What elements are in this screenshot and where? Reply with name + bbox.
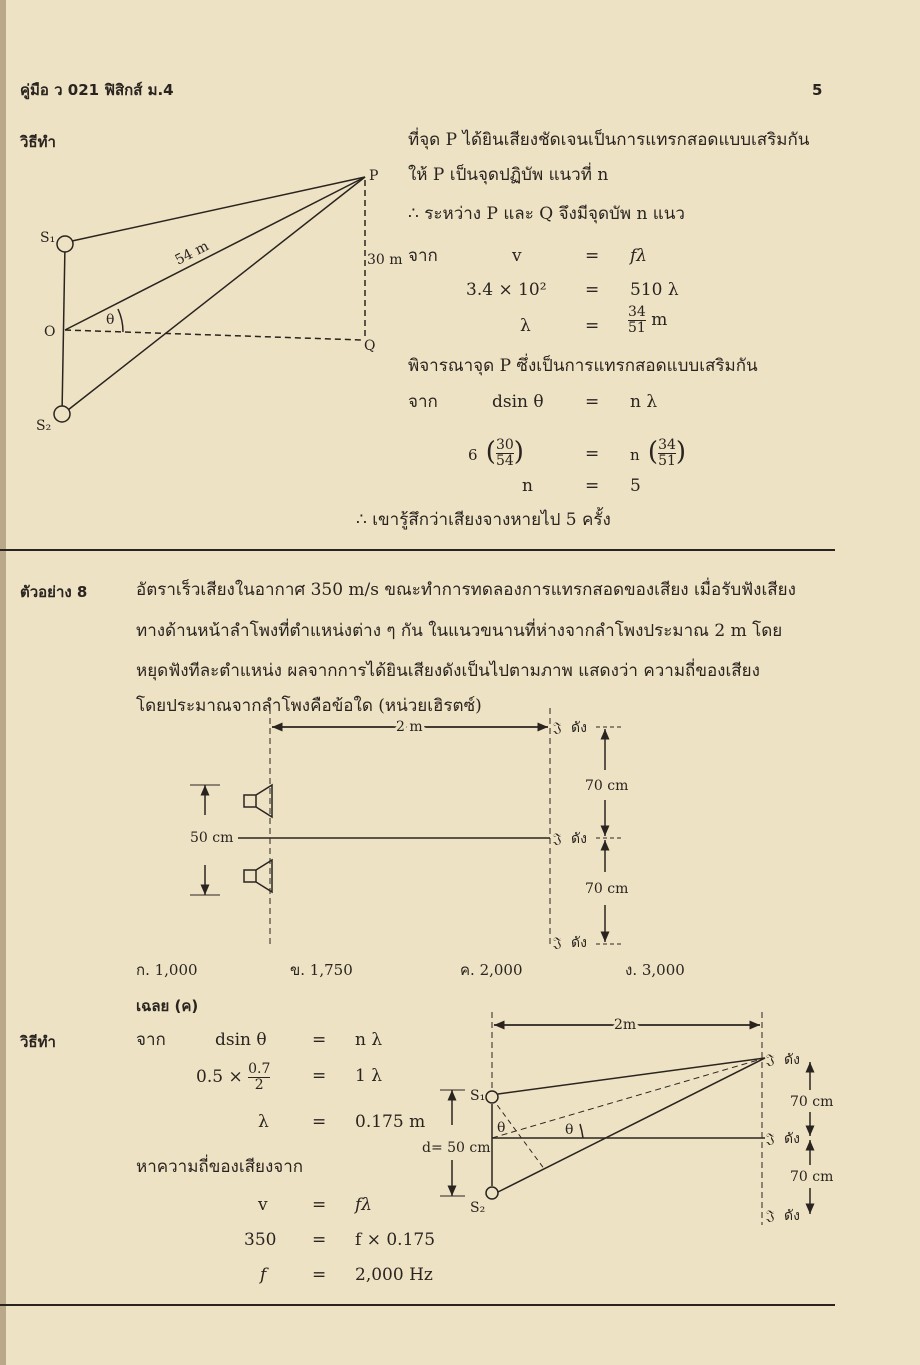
eq-lhs: n [522,476,533,496]
numerator: 30 [495,436,514,453]
eq-text: จาก [408,246,438,266]
coefficient: 6 [468,446,478,464]
header-title: คู่มือ ว 021 ฟิสิกส์ ม.4 [20,81,174,99]
eq-sign: = [585,246,600,266]
eq-lhs: v [258,1195,268,1215]
label-50cm: 50 cm [190,830,234,846]
text-line: ∴ ระหว่าง P และ Q จึงมีจุดบัพ n แนว [408,204,685,224]
eq-rhs: 5 [630,476,641,496]
denominator: 54 [495,452,514,469]
ear-icon: 𝔍 [553,831,562,847]
eq-rhs: fλ [630,246,648,266]
label-70cm: 70 cm [585,778,629,794]
eq-lhs: λ [520,316,531,336]
eq-sign: = [585,316,600,336]
text-line: ที่จุด P ได้ยินเสียงชัดเจนเป็นการแทรกสอดแบบเสริมกัน [408,130,810,150]
label-loud: ดัง [784,1052,800,1068]
ear-icon: 𝔍 [553,935,562,951]
label-70cm: 70 cm [790,1094,834,1110]
eq-rhs: 1 λ [355,1066,382,1086]
eq-rhs: f × 0.175 [355,1230,436,1250]
ear-icon: 𝔍 [766,1052,775,1068]
eq-lhs: v [512,246,522,266]
diagram-geometry [54,177,810,1225]
label-loud: ดัง [784,1131,800,1147]
label-theta: θ [106,312,115,328]
label-theta: θ [497,1120,506,1136]
label-theta: θ [565,1122,574,1138]
eq-lhs: 0.5 × [196,1067,243,1087]
ear-icon: 𝔍 [766,1131,775,1147]
eq-text: จาก [408,392,438,412]
eq-lhs: λ [258,1112,269,1132]
denominator: 51 [658,452,676,469]
label-70cm: 70 cm [585,881,629,897]
label-2m: 2 m [396,719,423,735]
eq-sign: = [312,1066,327,1086]
choice-b: ข. 1,750 [290,961,353,979]
eq-rhs: n λ [355,1030,383,1050]
choice-a: ก. 1,000 [136,961,198,979]
solution-label: วิธีทำ [20,1033,56,1051]
conclusion: ∴ เขารู้สึกว่าเสียงจางหายไป 5 ครั้ง [356,510,611,530]
eq-sign: = [585,280,600,300]
eq-rhs: 2,000 Hz [355,1265,433,1285]
label-loud: ดัง [571,720,587,736]
eq-sign: = [312,1230,327,1250]
choice-c: ค. 2,000 [460,961,523,979]
denominator: 2 [254,1077,264,1093]
label-s2: S₂ [470,1200,486,1216]
label-s1: S₁ [470,1088,486,1104]
label-54m: 54 m [172,238,212,269]
label-loud: ดัง [571,831,587,847]
eq-sign: = [585,392,600,412]
eq-sign: = [312,1112,327,1132]
text-line: ทางด้านหน้าลำโพงที่ตำแหน่งต่าง ๆ กัน ในแนวขนานที่ห่างจากลำโพงประมาณ 2 m โดย [136,621,783,641]
eq-rhs: fλ [355,1195,373,1215]
denominator: 51 [628,320,646,336]
text-line: หาความถี่ของเสียงจาก [136,1157,304,1177]
example-label: ตัวอย่าง 8 [20,583,88,601]
label-o: O [44,324,56,340]
unit: m [651,310,668,330]
label-s1: S₁ [40,230,56,246]
ear-icon: 𝔍 [766,1208,775,1224]
label-2m: 2m [614,1017,637,1033]
eq-sign: = [312,1030,327,1050]
label-q: Q [364,338,376,354]
answer: เฉลย (ค) [136,997,199,1015]
label-d: d= 50 cm [422,1140,491,1156]
numerator: 34 [658,436,676,453]
textbook-page: คู่มือ ว 021 ฟิสิกส์ ม.4 5 วิธีทำ ที่จุด P ได้ยินเสียงชัดเจนเป็นการแทรกสอดแบบเสริมกัน ให้ P เป็นจุดปฏิบัพ แนวที่ n ∴ ระหว่าง P และ Q จึงมีจุดบัพ n แนว จาก v = fλ 3.4 × 10² = 510 λ λ = $\frac{34}{51}$ m พิจารณาจุด P ซึ่งเป็นการแทรกสอดแบบเสริมกัน จาก dsin θ = n λ 6 ( $\frac{30}{54}$ ) = n ( $\frac{34}{51}$ ) n = 5 ∴ เขารู้สึกว่าเสียงจางหายไป 5 ครั้ง ตัวอย่าง 8 อัตราเร็วเสียงในอากาศ 350 m/s ขณะทำการทดลองการแทรกสอดของเสียง เมื่อรับฟังเสียง ทางด้านหน้าลำโพงที่ตำแหน่งต่าง ๆ กัน ในแนวขนานที่ห่างจากลำโพงประมาณ 2 m โดย หยุดฟังทีละตำแหน่ง ผลจากการได้ยินเสียงดังเป็นไปตามภาพ แสดงว่า ความถี่ของเสียง โดยประมาณจากลำโพงคือข้อใด (หน่วยเฮิรตซ์) ก. 1,000 ข. 1,750 ค. 2,000 ง. 3,000 เฉลย (ค) วิธีทำ จาก dsin θ = n λ 0.5 × $\frac{0.7}{2}$ = 1 λ λ = 0.175 m หาความถี่ของเสียงจาก v = fλ 350 = f × 0.175 f = 2,000 Hz S₁ S₂ O P Q 54 m 30 m θ 2 m 50 cm 70 cm 70 cm 𝔍 ดัง 𝔍 ดัง 𝔍 ดัง 2m S₁ S₂ d= 50 cm θ θ 70 cm 70 cm 𝔍 ดัง 𝔍 ดัง 𝔍 ดัง [0,0,920,1365]
numerator: 0.7 [248,1061,271,1077]
eq-sign: = [585,444,600,464]
label-p: P [369,168,379,184]
label-s2: S₂ [36,418,52,434]
text-line: โดยประมาณจากลำโพงคือข้อใด (หน่วยเฮิรตซ์) [136,696,482,716]
label-30m: 30 m [367,252,403,268]
text-line: หยุดฟังทีละตำแหน่ง ผลจากการได้ยินเสียงดังเป็นไปตามภาพ แสดงว่า ความถี่ของเสียง [136,661,760,681]
eq-rhs: 510 λ [630,280,679,300]
eq-sign: = [312,1265,327,1285]
text-line: ให้ P เป็นจุดปฏิบัพ แนวที่ n [408,165,609,185]
text-line: พิจารณาจุด P ซึ่งเป็นการแทรกสอดแบบเสริมกัน [408,356,758,376]
ear-icon: 𝔍 [553,720,562,736]
eq-rhs: 0.175 m [355,1112,426,1132]
eq-text: จาก [136,1030,166,1050]
choice-d: ง. 3,000 [625,961,685,979]
page-number: 5 [812,81,823,99]
eq-sign: = [312,1195,327,1215]
eq-lhs: 3.4 × 10² [466,280,547,300]
eq-lhs: f [260,1265,267,1285]
eq-sign: = [585,476,600,496]
eq-rhs: n λ [630,392,658,412]
eq-lhs: dsin θ [492,392,544,412]
label-loud: ดัง [571,935,587,951]
eq-lhs: 350 [244,1230,277,1250]
eq-lhs: dsin θ [215,1030,267,1050]
label-loud: ดัง [784,1208,800,1224]
solution-label: วิธีทำ [20,133,56,151]
variable: n [630,446,640,464]
label-70cm: 70 cm [790,1169,834,1185]
text-line: อัตราเร็วเสียงในอากาศ 350 m/s ขณะทำการทดลองการแทรกสอดของเสียง เมื่อรับฟังเสียง [136,580,796,600]
numerator: 34 [628,304,646,320]
